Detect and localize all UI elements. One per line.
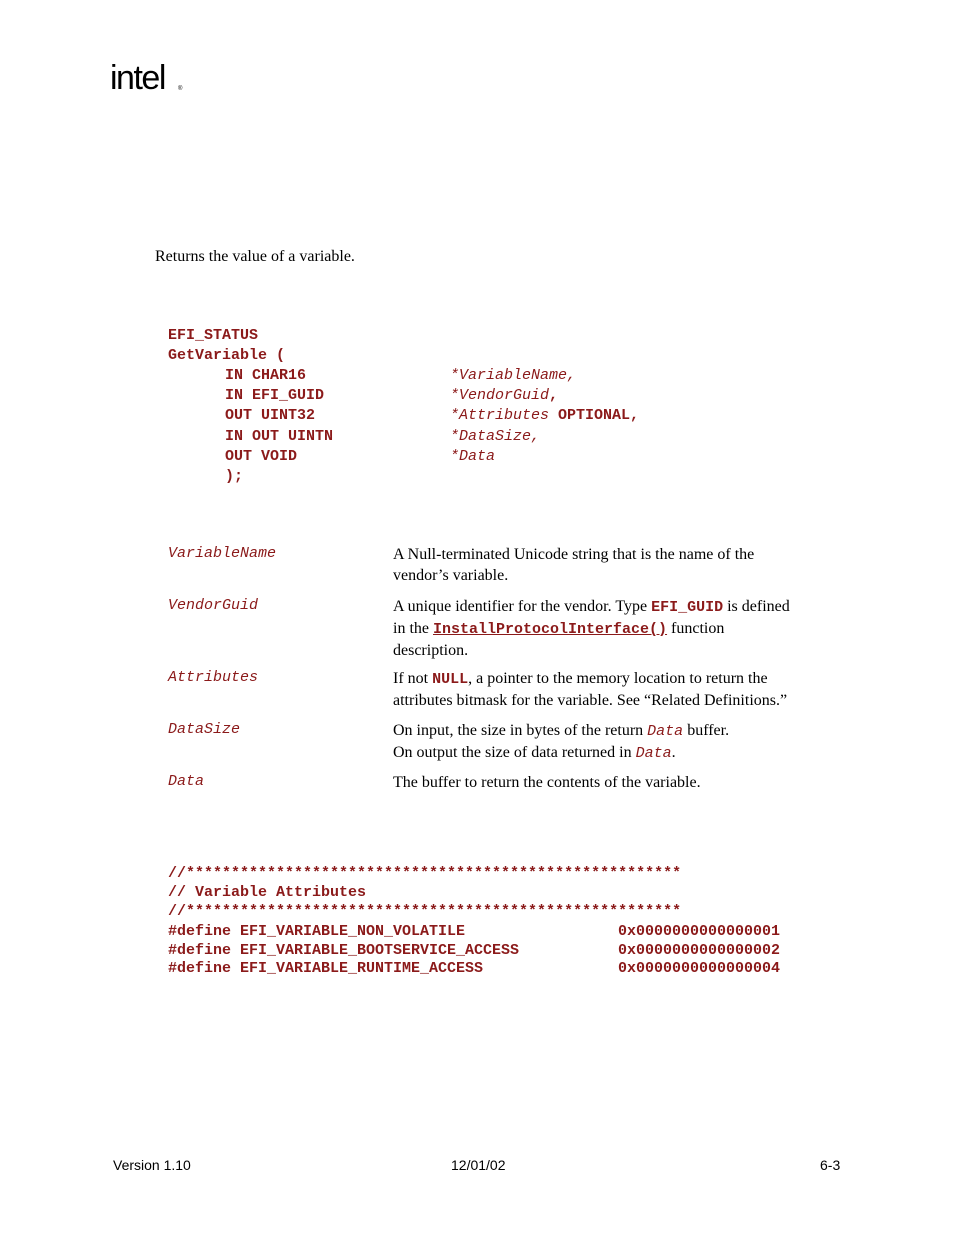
prototype-param-name: *Attributes OPTIONAL,	[450, 407, 640, 424]
prototype-param-name: *DataSize,	[450, 428, 541, 445]
param-name-variablename: VariableName	[168, 545, 277, 562]
logo-registered-mark: ®	[178, 86, 183, 92]
prototype-param-type: IN OUT UINTN	[225, 428, 334, 445]
install-protocol-interface-link[interactable]: InstallProtocolInterface()	[433, 621, 668, 638]
summary-text: Returns the value of a variable.	[155, 248, 355, 265]
definitions-comment: // Variable Attributes	[168, 884, 367, 901]
data-keyword: Data	[635, 745, 672, 762]
prototype-param-type: IN CHAR16	[225, 367, 307, 384]
prototype-param-name: *VariableName,	[450, 367, 577, 384]
param-name-attributes: Attributes	[168, 669, 259, 686]
param-desc-vendorguid: A unique identifier for the vendor. Type EFI_GUID is defined in the InstallProtocolInterface() function description.	[393, 598, 790, 659]
prototype-function-name: GetVariable (	[168, 347, 286, 364]
logo-text: intel	[110, 59, 165, 97]
prototype-return-type: EFI_STATUS	[168, 327, 259, 344]
prototype-param-name: *Data	[450, 448, 496, 465]
define-name: #define EFI_VARIABLE_BOOTSERVICE_ACCESS	[168, 942, 520, 959]
param-desc-datasize: On input, the size in bytes of the return Data buffer. On output the size of data returned in Data.	[393, 722, 730, 762]
definitions-rule-top: //*******************************************************	[168, 865, 682, 882]
definitions-rule-bottom: //*******************************************************	[168, 903, 682, 920]
prototype-param-type: OUT UINT32	[225, 407, 316, 424]
param-desc-data: The buffer to return the contents of the variable.	[393, 774, 701, 791]
param-name-data: Data	[168, 773, 205, 790]
null-keyword: NULL	[432, 671, 469, 688]
param-name-datasize: DataSize	[168, 721, 241, 738]
prototype-param-name: *VendorGuid,	[450, 387, 559, 404]
define-value: 0x0000000000000004	[618, 960, 781, 977]
prototype-param-type: OUT VOID	[225, 448, 298, 465]
footer-date: 12/01/02	[451, 1157, 506, 1173]
param-desc-attributes: If not NULL, a pointer to the memory location to return the attributes bitmask for the variable. See “Related Definitions.”	[393, 670, 788, 709]
define-value: 0x0000000000000001	[618, 923, 781, 940]
intel-logo	[110, 58, 190, 102]
define-name: #define EFI_VARIABLE_RUNTIME_ACCESS	[168, 960, 484, 977]
param-name-vendorguid: VendorGuid	[168, 597, 259, 614]
efi-guid-keyword: EFI_GUID	[651, 599, 724, 616]
footer-version: Version 1.10	[113, 1157, 191, 1173]
prototype-param-type: IN EFI_GUID	[225, 387, 325, 404]
data-keyword: Data	[647, 723, 684, 740]
prototype-close: );	[225, 468, 244, 485]
param-desc-variablename: A Null-terminated Unicode string that is the name of the vendor’s variable.	[393, 546, 755, 584]
define-name: #define EFI_VARIABLE_NON_VOLATILE	[168, 923, 466, 940]
footer-page-number: 6-3	[820, 1157, 841, 1173]
define-value: 0x0000000000000002	[618, 942, 781, 959]
